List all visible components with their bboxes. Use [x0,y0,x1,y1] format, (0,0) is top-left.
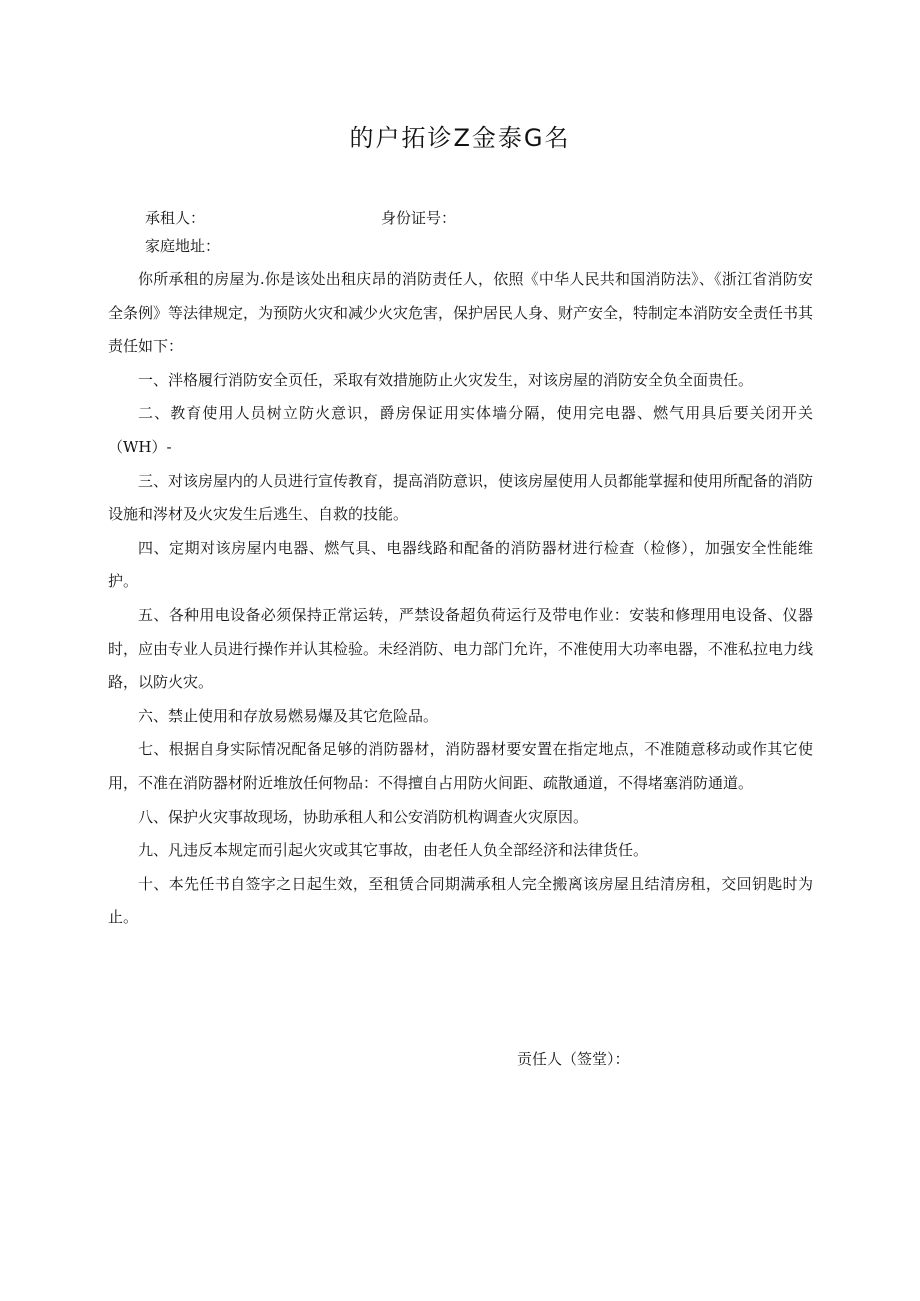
clause-4: 四、定期对该房屋内电器、燃气具、电器线路和配备的消防器材进行检查（检修），加强安全性能维护。 [108,538,813,591]
id-number-label: 身份证号： [381,209,457,227]
intro-paragraph: 你所承租的房屋为.你是该处出租庆昂的消防责任人，依照《中华人民共和国消防法》、《浙江省消防安全条例》等法律规定，为预防火灾和减少火灾危害，保护居民人身、财产安全，特制定本消防安全责任书其责任如下： [108,270,814,356]
clause-6: 六、禁止使用和存放易燃易爆及其它危险品。 [138,706,439,725]
address-label: 家庭地址： [145,237,221,255]
clause-2: 二、教育使用人员树立防火意识，爵房保证用实体墙分隔，使用完电器、燃气用具后要关闭开关（WH）- [108,404,813,456]
clause-5: 五、各种用电设备必须保持正常运转，严禁设备超负荷运行及带电作业：安装和修理用电设备、仪器时，应由专业人员进行操作并认其检验。未经消防、电力部门允许，不准使用大功率电器，不准私拉电力线路，以防火灾。 [108,605,814,692]
signature-label: 贡任人（签堂）： [517,1050,630,1068]
tenant-label: 承租人： [145,209,206,227]
clause-7: 七、根据自身实际情况配备足够的消防器材，消防器材要安置在指定地点，不准随意移动或作其它使用，不准在消防器材附近堆放任何物品：不得擅自占用防火间距、疏散通道，不得堵塞消防通道。 [108,740,813,792]
document-body [108,263,813,935]
clause-10: 十、本先任书自签字之日起生效，至租赁合同期满承租人完全搬离该房屋且结清房租，交回钥匙时为止。 [108,874,813,927]
clause-1: 一、泮格履行消防安全页任，采取有效措施防止火灾发生，对该房屋的消防安全负全面贵任。 [138,370,754,389]
document-title: 的户拓诊Z金泰G名 [349,124,571,152]
clause-9: 九、凡违反本规定而引起火灾或其它事故，由老任人负全部经济和法律货任。 [138,841,649,860]
clause-3: 三、对该房屋内的人员进行宣传教育，提高消防意识，使该房屋使用人员都能掌握和使用所配备的消防设施和涔材及火灾发生后逃生、自救的技能。 [108,471,814,524]
clause-8: 八、保护火灾事故现场，协助承租人和公安消防机构调查火灾原因。 [138,807,589,826]
